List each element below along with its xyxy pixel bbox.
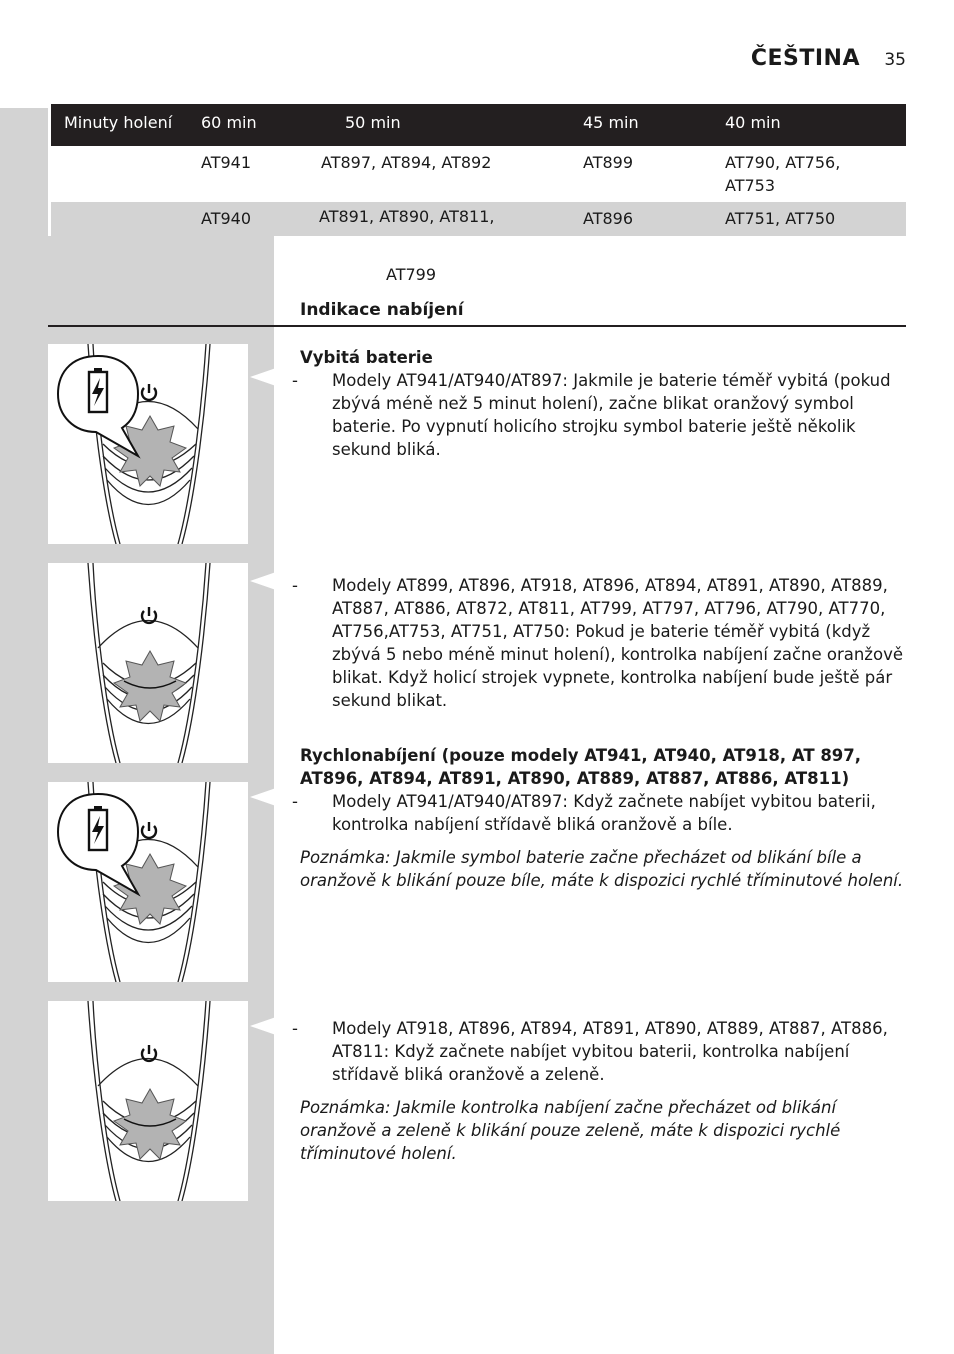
bullet-item: - Modely AT918, AT896, AT894, AT891, AT890, AT889, AT887, AT886, AT811: Když začnete nabíjet vybitou baterii, kontrolka nabíjení střídavě bliká oranžově a zeleně. xyxy=(292,1019,888,1084)
table-cell: AT790, AT756, AT753 xyxy=(725,153,841,195)
figure-quick-charge-indicator xyxy=(48,1001,248,1201)
table-header-row xyxy=(48,104,906,146)
table-cell: AT751, AT750 xyxy=(725,209,836,228)
power-icon xyxy=(142,384,156,400)
note: Poznámka: Jakmile kontrolka nabíjení začne přecházet od blikání oranžově a zeleně k blikání pouze zeleně, máte k dispozici rychlé tříminutové holení. xyxy=(300,1098,841,1163)
note: Poznámka: Jakmile symbol baterie začne přecházet od blikání bíle a oranžově k blikání pouze bíle, máte k dispozici rychlé tříminutové holení. xyxy=(300,848,904,890)
block-indicator-low xyxy=(292,574,906,712)
table-cell: AT899 xyxy=(583,153,634,172)
table-header-cell: 45 min xyxy=(583,113,639,132)
table-cell: AT891, AT890, AT811, xyxy=(319,207,495,226)
table-cell: AT941 xyxy=(201,153,252,172)
shaving-minutes-table xyxy=(48,104,906,236)
language-heading: ČEŠTINA xyxy=(750,46,860,71)
table-header-cell: Minuty holení xyxy=(64,113,173,132)
block-battery-low xyxy=(292,346,906,461)
table-continuation: AT799 xyxy=(386,265,437,284)
bullet-text: Modely AT941/AT940/AT897: Když začnete nabíjet vybitou baterii, kontrolka nabíjení střídavě bliká oranžově a bíle. xyxy=(332,792,876,834)
section-title: Indikace nabíjení xyxy=(300,300,464,320)
starburst-indicator-icon xyxy=(114,1089,186,1159)
bullet-text: Modely AT918, AT896, AT894, AT891, AT890, AT889, AT887, AT886, AT811: Když začnete nabíjet vybitou baterii, kontrolka nabíjení střídavě bliká oranžově a zeleně. xyxy=(332,1019,888,1084)
bullet-text: Modely AT899, AT896, AT918, AT896, AT894, AT891, AT890, AT889, AT887, AT886, AT872, AT811, AT799, AT797, AT796, AT790, AT770, AT756,AT753, AT751, AT750: Pokud je baterie téměř vybitá (když zbývá 5 nebo méně minut holení), kontrolka nabíjení začne oranžově blikat. Když holicí strojek vypnete, kontrolka nabíjení bude ještě pár sekund blikat. xyxy=(332,576,903,710)
figure-pointer xyxy=(250,788,276,806)
table-left-border xyxy=(48,104,51,236)
figure-indicator-low xyxy=(48,563,248,763)
table-header-cell: 50 min xyxy=(345,113,401,132)
block-quick-charge-indicator xyxy=(292,1017,906,1165)
page-number: 35 xyxy=(884,50,906,70)
figure-quick-charge-battery xyxy=(48,782,248,982)
table-cell: AT896 xyxy=(583,209,634,228)
bullet-text: Modely AT941/AT940/AT897: Jakmile je baterie téměř vybitá (pokud zbývá méně než 5 minut holení), začne blikat oranžový symbol baterie. Po vypnutí holicího strojku symbol baterie ještě několik sekund bliká. xyxy=(332,371,891,459)
table-cell: AT897, AT894, AT892 xyxy=(321,153,492,172)
bullet-item: - Modely AT941/AT940/AT897: Když začnete nabíjet vybitou baterii, kontrolka nabíjení střídavě bliká oranžově a bíle. xyxy=(292,792,876,834)
subheading: Rychlonabíjení (pouze modely AT941, AT940, AT918, AT 897, AT896, AT894, AT891, AT890, AT889, AT887, AT886, AT811) xyxy=(300,746,862,788)
figure-pointer xyxy=(250,368,276,386)
table-header-cell: 60 min xyxy=(201,113,257,132)
block-quick-charge xyxy=(292,744,906,892)
table-row xyxy=(48,202,906,236)
figure-pointer xyxy=(250,1017,276,1035)
table-cell: AT940 xyxy=(201,209,252,228)
table-row xyxy=(48,146,906,202)
bullet-item: - Modely AT941/AT940/AT897: Jakmile je baterie téměř vybitá (pokud zbývá méně než 5 minut holení), začne blikat oranžový symbol baterie. Po vypnutí holicího strojku symbol baterie ještě několik sekund bliká. xyxy=(292,371,891,459)
power-icon xyxy=(142,822,156,838)
figure-pointer xyxy=(250,572,276,590)
starburst-indicator-icon xyxy=(114,651,186,721)
section-rule xyxy=(48,325,906,327)
table-header-cell: 40 min xyxy=(725,113,781,132)
figure-battery-low xyxy=(48,344,248,544)
subheading: Vybitá baterie xyxy=(300,348,433,367)
bullet-item: - Modely AT899, AT896, AT918, AT896, AT894, AT891, AT890, AT889, AT887, AT886, AT872, AT811, AT799, AT797, AT796, AT790, AT770, AT756,AT753, AT751, AT750: Pokud je baterie téměř vybitá (když zbývá 5 nebo méně minut holení), kontrolka nabíjení začne oranžově blikat. Když holicí strojek vypnete, kontrolka nabíjení bude ještě pár sekund blikat. xyxy=(292,576,903,710)
